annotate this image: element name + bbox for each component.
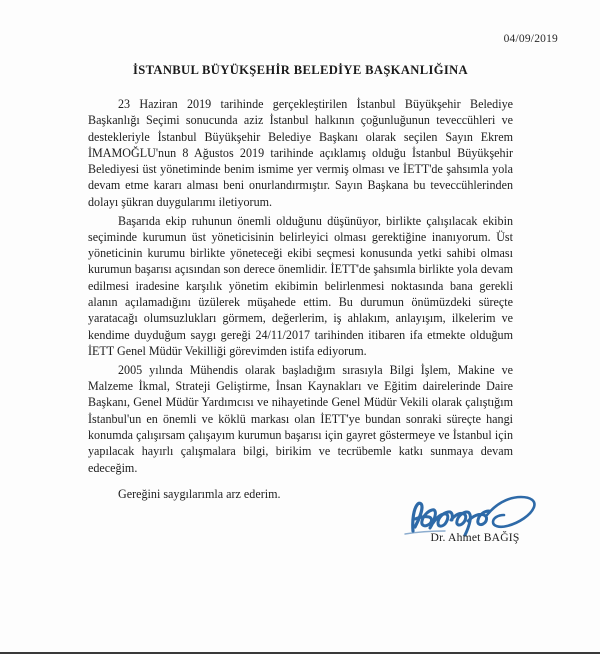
closing-line: Gereğini saygılarımla arz ederim.	[118, 486, 281, 501]
signature-block	[395, 493, 555, 555]
document-title: İSTANBUL BÜYÜKŞEHİR BELEDİYE BAŞKANLIĞINA	[133, 63, 468, 77]
document-date: 04/09/2019	[503, 33, 558, 45]
paragraph-1: 23 Haziran 2019 tarihinde gerçekleştirilen İstanbul Büyükşehir Belediye Başkanlığı Seçimi sonucunda aziz İstanbul halkının çoğunluğunun teveccühleri ve destekleriyle İstanbul Büyükşehir Belediye Başkanı olarak seçilen Sayın Ekrem İMAMOĞLU'nun 8 Ağustos 2019 tarihinde açıklamış olduğu İstanbul Büyükşehir Belediyesi üst yönetiminde benim ismime yer vermiş olması ve İETT'de şahsımla yola devam etme kararı alması beni onurlandırmıştır. Sayın Başkana bu teveccühlerinden dolayı şükran duygularımı iletiyorum.	[88, 97, 513, 209]
document-body	[88, 96, 513, 502]
signatory-name: Dr. Ahmet BAĞIŞ	[430, 531, 520, 544]
paragraph-2: Başarıda ekip ruhunun önemli olduğunu düşünüyor, birlikte çalışılacak ekibin seçiminde kurumun üst yöneticisinin belirleyici olması gerektiğine inanıyorum. Üst yöneticinin kurumu birlikte yöneteceği ekibi seçmesi konusunda yetki sahibi olması kurumun başarısı açısından son derece önemlidir. İETT'de şahsımla birlikte yola devam edilmesi iradesine karşılık yönetim ekibimin belirlenmesi noktasında bana gerekli alanın açılamadığını üzülerek müşahede ettim. Bu durumun önümüzdeki süreçte yaratacağı olumsuzlukları görmem, değerlerim, iş ahlakım, anlayışım, ilkelerim ve kendime duyduğum saygı gereği 24/11/2017 tarihinden itibaren ifa etmekte olduğum İETT Genel Müdür Vekilliği görevimden istifa ediyorum.	[88, 213, 513, 358]
paragraph-3: 2005 yılında Mühendis olarak başladığım sırasıyla Bilgi İşlem, Makine ve Malzeme İkmal, Strateji Geliştirme, İnsan Kaynakları ve Eğitim dairelerinde Daire Başkanı, Genel Müdür Yardımcısı ve nihayetinde Genel Müdür Vekili olarak çalıştığım İstanbul'un en önemli ve köklü markası olan İETT'ye bundan sonraki süreçte hangi konumda çalışırsam çalışayım kurumun başarısı için gayret göstermeye ve İstanbul için yapılacak hayırlı çalışmalara bilgi, birikim ve tecrübemle katkı sunmaya devam edeceğim.	[88, 362, 513, 475]
